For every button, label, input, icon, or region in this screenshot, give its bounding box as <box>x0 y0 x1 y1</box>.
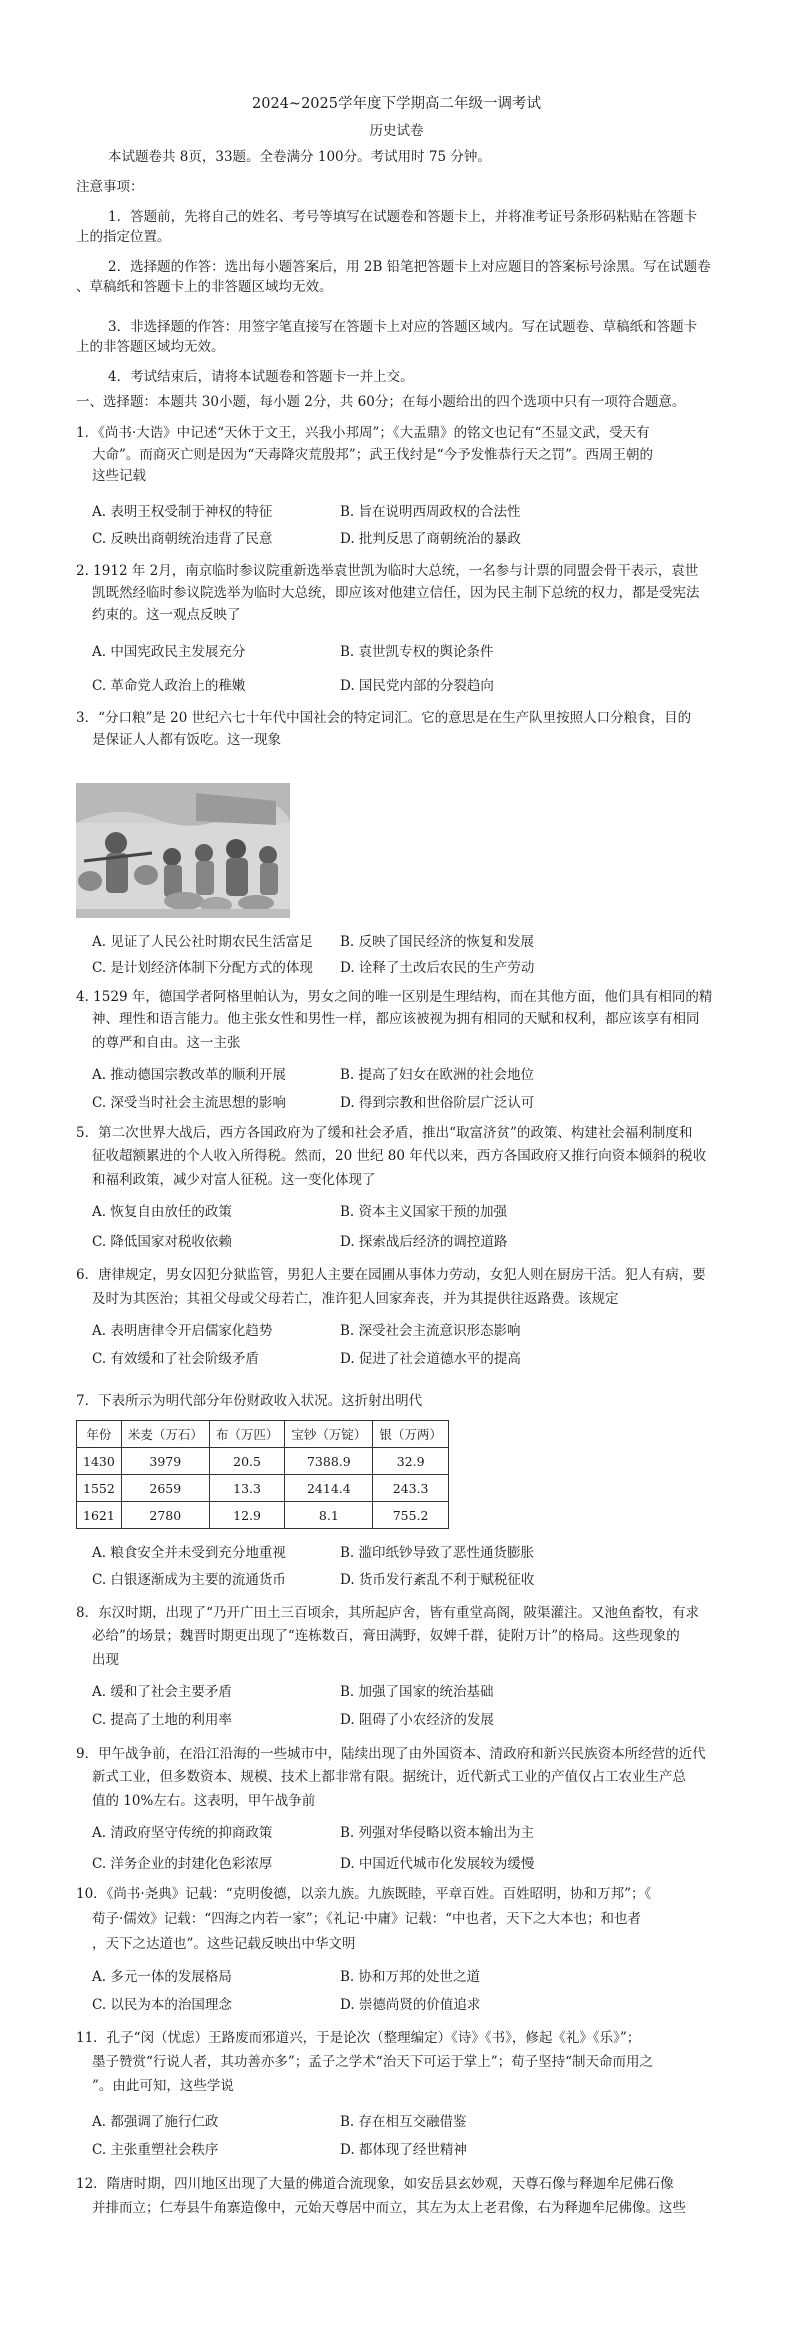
option-d: D. 崇德尚贤的价值追求 <box>340 1997 481 2013</box>
question-text: 并排而立；仁寿县牛角寨造像中，元始天尊居中而立，其左为太上老君像，右为释迦牟尼佛像。这些 <box>92 2200 686 2216</box>
table-cell: 13.3 <box>209 1475 285 1502</box>
table-header-cell: 宝钞（万锭） <box>285 1421 373 1448</box>
question-text: 6．唐律规定，男女囚犯分狱监管，男犯人主要在园圃从事体力劳动，女犯人则在厨房干活。犯人有病，要 <box>76 1267 706 1283</box>
table-cell: 12.9 <box>209 1502 285 1529</box>
question-text: ”。由此可知，这些学说 <box>92 2078 234 2094</box>
question-text: 新式工业，但多数资本、规模、技术上都非常有限。据统计，近代新式工业的产值仅占工农业生产总 <box>92 1769 686 1785</box>
question-text: 墨子赞赏“行说人者，其功善亦多”；孟子之学术“治天下可运于掌上”；荀子坚持“制天命而用之 <box>92 2054 654 2070</box>
table-cell: 2659 <box>121 1475 209 1502</box>
option-b: B. 存在相互交融借鉴 <box>340 2114 467 2130</box>
option-b: B. 协和万邦的处世之道 <box>340 1969 481 1985</box>
option-b: B. 深受社会主流意识形态影响 <box>340 1323 521 1339</box>
option-a: A. 表明王权受制于神权的特征 <box>92 504 273 520</box>
exam-intro: 本试题卷共 8页，33题。全卷满分 100分。考试用时 75 分钟。 <box>108 149 491 165</box>
table-cell: 755.2 <box>373 1502 449 1529</box>
table-cell: 20.5 <box>209 1448 285 1475</box>
table-row <box>77 1502 449 1529</box>
note-line: 上的指定位置。 <box>76 229 171 245</box>
option-c: C. 洋务企业的封建化色彩浓厚 <box>92 1856 273 1872</box>
option-d: D. 促进了社会道德水平的提高 <box>340 1351 521 1367</box>
option-a: A. 推动德国宗教改革的顺利开展 <box>92 1067 286 1083</box>
option-a: A. 见证了人民公社时期农民生活富足 <box>92 934 313 950</box>
question-text: 出现 <box>92 1652 119 1668</box>
section-heading: 一、选择题：本题共 30小题，每小题 2分，共 60分；在每小题给出的四个选项中只有一项符合题意。 <box>76 394 686 410</box>
exam-subtitle: 历史试卷 <box>369 123 424 139</box>
question-text: 8．东汉时期，出现了“乃开广田土三百顷余，其所起庐舍，皆有重堂高阁，陂渠灌注。又池鱼畜牧，有求 <box>76 1605 699 1621</box>
option-a: A. 清政府坚守传统的抑商政策 <box>92 1825 273 1841</box>
option-a: A. 中国宪政民主发展充分 <box>92 644 246 660</box>
question-text: 3．“分口粮”是 20 世纪六七十年代中国社会的特定词汇。它的意思是在生产队里按照人口分粮食，目的 <box>76 710 692 726</box>
question-text: 11．孔子“闵（忧虑）王路废而邪道兴，于是论次（整理编定）《诗》《书》，修起《礼》《乐》”； <box>76 2030 641 2046</box>
question-text: 这些记载 <box>92 468 146 484</box>
question-text: 的尊严和自由。这一主张 <box>92 1035 241 1051</box>
option-d: D. 得到宗教和世俗阶层广泛认可 <box>340 1095 535 1111</box>
table-header-row <box>77 1421 449 1448</box>
option-a: A. 表明唐律令开启儒家化趋势 <box>92 1323 273 1339</box>
table-row <box>77 1448 449 1475</box>
option-c: C. 以民为本的治国理念 <box>92 1997 232 2013</box>
option-d: D. 批判反思了商朝统治的暴政 <box>340 531 521 547</box>
question-text: 2. 1912 年 2月，南京临时参议院重新选举袁世凯为临时大总统，一名参与计票的同盟会骨干表示，袁世 <box>76 563 699 579</box>
option-c: C. 深受当时社会主流思想的影响 <box>92 1095 286 1111</box>
table-cell: 1621 <box>77 1502 122 1529</box>
table-cell: 32.9 <box>373 1448 449 1475</box>
finance-table <box>76 1420 449 1529</box>
note-line: 2．选择题的作答：选出每小题答案后，用 2B 铅笔把答题卡上对应题目的答案标号涂黑。写在试题卷 <box>108 259 711 275</box>
table-cell: 1430 <box>77 1448 122 1475</box>
table-header-cell: 布（万匹） <box>209 1421 285 1448</box>
table-cell: 1552 <box>77 1475 122 1502</box>
option-d: D. 阻碍了小农经济的发展 <box>340 1712 494 1728</box>
option-c: C. 主张重塑社会秩序 <box>92 2142 219 2158</box>
option-c: C. 有效缓和了社会阶级矛盾 <box>92 1351 259 1367</box>
option-c: C. 白银逐渐成为主要的流通货币 <box>92 1572 286 1588</box>
option-a: A. 缓和了社会主要矛盾 <box>92 1684 232 1700</box>
option-b: B. 提高了妇女在欧洲的社会地位 <box>340 1067 535 1083</box>
question-text: 大命”。而商灭亡则是因为“天毒降灾荒殷邦”；武王伐纣是“今予发惟恭行天之罚”。西周王朝的 <box>92 447 654 463</box>
option-b: B. 袁世凯专权的舆论条件 <box>340 644 494 660</box>
illustration-figure <box>76 783 290 918</box>
grain-distribution-illustration <box>76 783 290 918</box>
option-a: A. 都强调了施行仁政 <box>92 2114 219 2130</box>
question-text: 5．第二次世界大战后，西方各国政府为了缓和社会矛盾，推出“取富济贫”的政策、构建社会福利制度和 <box>76 1125 693 1141</box>
option-c: C. 反映出商朝统治违背了民意 <box>92 531 273 547</box>
note-line: 上的非答题区域均无效。 <box>76 339 225 355</box>
table-cell: 7388.9 <box>285 1448 373 1475</box>
question-text: 是保证人人都有饭吃。这一现象 <box>92 732 281 748</box>
question-text: 荀子·儒效》记载：“四海之内若一家”；《礼记·中庸》记载：“中也者，天下之大本也；和也者 <box>92 1911 642 1927</box>
exam-title: 2024~2025学年度下学期高二年级一调考试 <box>252 96 541 112</box>
option-b: B. 列强对华侵略以资本输出为主 <box>340 1825 535 1841</box>
option-a: A. 恢复自由放任的政策 <box>92 1204 232 1220</box>
table-cell: 2780 <box>121 1502 209 1529</box>
question-text: 及时为其医治；其祖父母或父母若亡，准许犯人回家奔丧，并为其提供往返路费。该规定 <box>92 1291 619 1307</box>
note-line: 4．考试结束后，请将本试题卷和答题卡一并上交。 <box>108 369 414 385</box>
note-line: 1．答题前，先将自己的姓名、考号等填写在试题卷和答题卡上，并将准考证号条形码粘贴在答题卡 <box>108 209 698 225</box>
question-text: 约束的。这一观点反映了 <box>92 607 241 623</box>
question-text: 必给”的场景；魏晋时期更出现了“连栋数百，膏田满野，奴婢千群，徒附万计”的格局。这些现象的 <box>92 1628 680 1644</box>
option-d: D. 中国近代城市化发展较为缓慢 <box>340 1856 535 1872</box>
question-text: 凯既然经临时参议院选举为临时大总统，即应该对他建立信任，因为民主制下总统的权力，都是受宪法 <box>92 585 700 601</box>
option-a: A. 多元一体的发展格局 <box>92 1969 232 1985</box>
table-cell: 243.3 <box>373 1475 449 1502</box>
option-c: C. 提高了土地的利用率 <box>92 1712 232 1728</box>
question-text: 和福利政策，减少对富人征税。这一变化体现了 <box>92 1172 376 1188</box>
question-text: 7．下表所示为明代部分年份财政收入状况。这折射出明代 <box>76 1393 423 1409</box>
notes-heading: 注意事项： <box>76 179 144 195</box>
question-text: 1．《尚书·大诰》中记述“天休于文王，兴我小邦周”；《大盂鼎》的铭文也记有“丕显文武，受天有 <box>76 425 650 441</box>
note-line: 3．非选择题的作答：用签字笔直接写在答题卡上对应的答题区域内。写在试题卷、草稿纸和答题卡 <box>108 319 698 335</box>
question-text: 值的 10%左右。这表明，甲午战争前 <box>92 1793 316 1809</box>
option-d: D. 国民党内部的分裂趋向 <box>340 678 494 694</box>
question-text: 10．《尚书·尧典》记载：“克明俊德，以亲九族。九族既睦，平章百姓。百姓昭明，协和万邦”；《 <box>76 1886 652 1902</box>
option-c: C. 革命党人政治上的稚嫩 <box>92 678 246 694</box>
table-header-cell: 米麦（万石） <box>121 1421 209 1448</box>
question-text: 9．甲午战争前，在沿江沿海的一些城市中，陆续出现了由外国资本、清政府和新兴民族资本所经营的近代 <box>76 1746 706 1762</box>
table-header-cell: 年份 <box>77 1421 122 1448</box>
option-b: B. 滥印纸钞导致了恶性通货膨胀 <box>340 1545 535 1561</box>
table-cell: 8.1 <box>285 1502 373 1529</box>
option-d: D. 都体现了经世精神 <box>340 2142 467 2158</box>
question-text: 神、理性和语言能力。他主张女性和男性一样，都应该被视为拥有相同的天赋和权利，都应该享有相同 <box>92 1011 700 1027</box>
option-b: B. 旨在说明西周政权的合法性 <box>340 504 521 520</box>
option-b: B. 加强了国家的统治基础 <box>340 1684 494 1700</box>
option-d: D. 探索战后经济的调控道路 <box>340 1234 508 1250</box>
table-cell: 2414.4 <box>285 1475 373 1502</box>
option-b: B. 反映了国民经济的恢复和发展 <box>340 934 535 950</box>
question-text: ，天下之达道也”。这些记载反映出中华文明 <box>92 1936 356 1952</box>
option-d: D. 货币发行紊乱不利于赋税征收 <box>340 1572 535 1588</box>
note-line: 、草稿纸和答题卡上的非答题区域均无效。 <box>76 279 333 295</box>
question-text: 征收超额累进的个人收入所得税。然而，20 世纪 80 年代以来，西方各国政府又推行向资本倾斜的税收 <box>92 1148 707 1164</box>
option-a: A. 粮食安全并未受到充分地重视 <box>92 1545 286 1561</box>
option-d: D. 诠释了土改后农民的生产劳动 <box>340 960 535 976</box>
table-row <box>77 1475 449 1502</box>
question-text: 4. 1529 年，德国学者阿格里帕认为，男女之间的唯一区别是生理结构，而在其他方面，他们具有相同的精 <box>76 989 713 1005</box>
question-text: 12．隋唐时期，四川地区出现了大量的佛道合流现象，如安岳县玄妙观，天尊石像与释迦牟尼佛石像 <box>76 2176 674 2192</box>
option-b: B. 资本主义国家干预的加强 <box>340 1204 508 1220</box>
option-c: C. 是计划经济体制下分配方式的体现 <box>92 960 313 976</box>
option-c: C. 降低国家对税收依赖 <box>92 1234 232 1250</box>
table-cell: 3979 <box>121 1448 209 1475</box>
table-header-cell: 银（万两） <box>373 1421 449 1448</box>
